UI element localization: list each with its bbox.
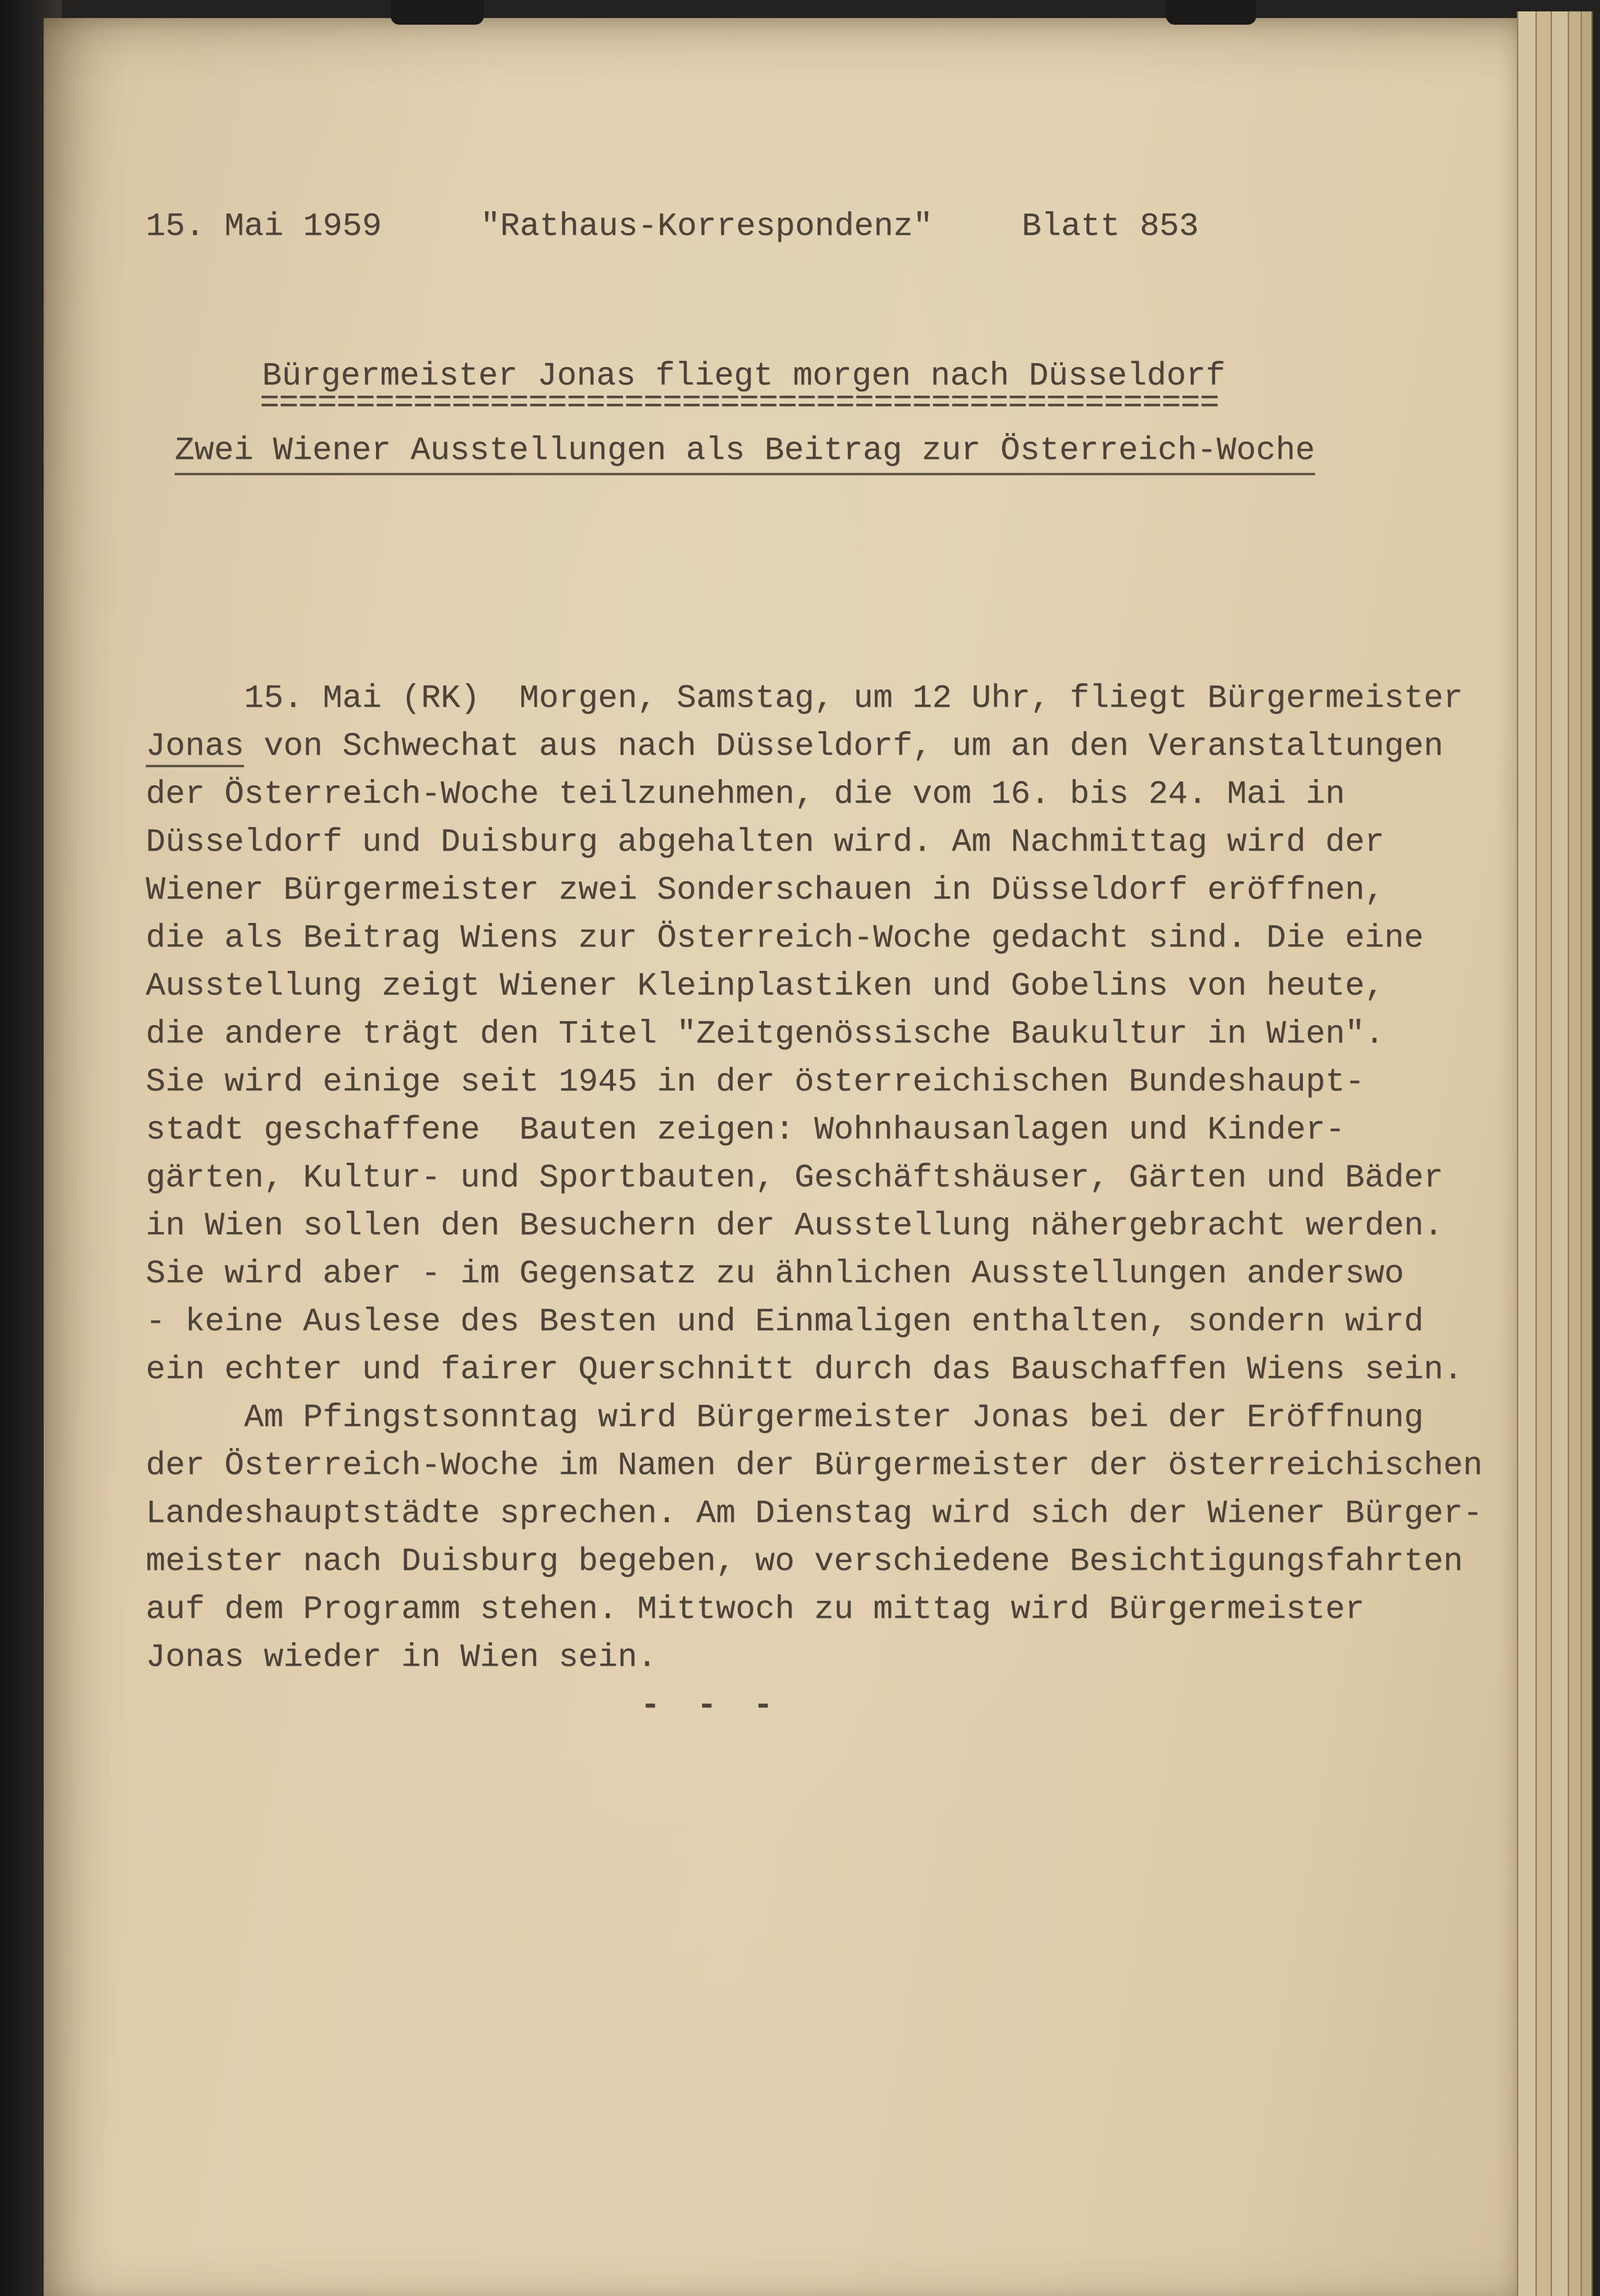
body-line	[146, 771, 1513, 819]
body-line	[146, 1298, 1513, 1346]
body-line	[146, 723, 1513, 771]
body-line-segment: die andere trägt den Titel "Zeitgenössische Baukultur in Wien".	[146, 1016, 1384, 1053]
body-line-segment: die als Beitrag Wiens zur Österreich-Woche gedacht sind. Die eine	[146, 920, 1424, 957]
body-line-segment: Ausstellung zeigt Wiener Kleinplastiken und Gobelins von heute,	[146, 968, 1384, 1005]
body-line	[146, 1202, 1513, 1250]
top-edge-notch	[391, 0, 484, 25]
body-line	[146, 1634, 1513, 1682]
page-edge-strip	[1517, 11, 1535, 2296]
body-line	[146, 1538, 1513, 1586]
body-line	[146, 1586, 1513, 1634]
body-line	[146, 1442, 1513, 1490]
body-line	[146, 1250, 1513, 1298]
stacked-page-edges	[1517, 11, 1593, 2296]
body-line-segment: Landeshauptstädte sprechen. Am Dienstag wird sich der Wiener Bürger-	[146, 1495, 1483, 1532]
article-subtitle: Zwei Wiener Ausstellungen als Beitrag zur Österreich-Woche	[175, 432, 1315, 475]
page-edge-strip	[1551, 11, 1568, 2296]
body-line	[146, 819, 1513, 866]
body-line	[146, 914, 1513, 962]
body-line-segment: Sie wird einige seit 1945 in der österreichischen Bundeshaupt-	[146, 1063, 1365, 1101]
body-line-segment: Am Pfingstsonntag wird Bürgermeister Jonas bei der Eröffnung	[146, 1399, 1424, 1436]
body-line	[146, 1346, 1513, 1394]
body-line-segment: stadt geschaffene Bauten zeigen: Wohnhausanlagen und Kinder-	[146, 1111, 1345, 1148]
body-line-segment: der Österreich-Woche im Namen der Bürgermeister der österreichischen	[146, 1447, 1483, 1484]
header-sheet-number: Blatt 853	[1022, 208, 1199, 245]
body-line	[146, 1394, 1513, 1442]
body-line-segment: 15. Mai (RK) Morgen, Samstag, um 12 Uhr, fliegt Bürgermeister	[146, 680, 1463, 717]
page-edge-strip	[1535, 11, 1551, 2296]
article-body	[146, 531, 1513, 1730]
body-line-segment: Düsseldorf und Duisburg abgehalten wird. Am Nachmittag wird der	[146, 824, 1384, 861]
page-edge-strip	[1581, 11, 1593, 2296]
header-publication: "Rathaus-Korrespondenz"	[480, 208, 933, 245]
body-line-segment: von Schwechat aus nach Düsseldorf, um an den Veranstaltungen	[244, 728, 1443, 765]
body-line-segment: Sie wird aber - im Gegensatz zu ähnlichen Ausstellungen anderswo	[146, 1255, 1404, 1292]
body-line-segment: der Österreich-Woche teilzunehmen, die vom 16. bis 24. Mai in	[146, 776, 1345, 813]
article-title: Bürgermeister Jonas fliegt morgen nach Düsseldorf	[262, 358, 1225, 395]
title-underline: ==================================================	[260, 385, 1219, 422]
body-line-segment: meister nach Duisburg begeben, wo verschiedene Besichtigungsfahrten	[146, 1543, 1463, 1580]
body-line	[146, 1010, 1513, 1058]
body-line	[146, 1058, 1513, 1106]
body-line	[146, 1106, 1513, 1154]
body-line-segment: Wiener Bürgermeister zwei Sonderschauen in Düsseldorf eröffnen,	[146, 872, 1384, 909]
body-line-segment: Jonas wieder in Wien sein.	[146, 1639, 657, 1676]
body-line	[146, 962, 1513, 1010]
body-line-segment: in Wien sollen den Besuchern der Ausstellung nähergebracht werden.	[146, 1207, 1443, 1244]
body-line	[146, 675, 1513, 723]
document-page	[44, 18, 1517, 2296]
page-header	[44, 208, 1517, 256]
body-line	[146, 1490, 1513, 1538]
body-line-segment: ein echter und fairer Querschnitt durch das Bauschaffen Wiens sein.	[146, 1351, 1463, 1388]
page-edge-strip	[1568, 11, 1581, 2296]
body-line	[146, 1154, 1513, 1202]
body-line-segment: - keine Auslese des Besten und Einmaligen enthalten, sondern wird	[146, 1303, 1424, 1340]
body-line-segment: auf dem Programm stehen. Mittwoch zu mittag wird Bürgermeister	[146, 1591, 1365, 1628]
body-line	[146, 866, 1513, 914]
body-line-segment: Jonas	[146, 728, 244, 767]
end-mark: - - -	[640, 1687, 782, 1724]
header-date: 15. Mai 1959	[146, 208, 382, 245]
body-line-segment: gärten, Kultur- und Sportbauten, Geschäftshäuser, Gärten und Bäder	[146, 1159, 1443, 1196]
top-edge-notch	[1166, 0, 1256, 25]
